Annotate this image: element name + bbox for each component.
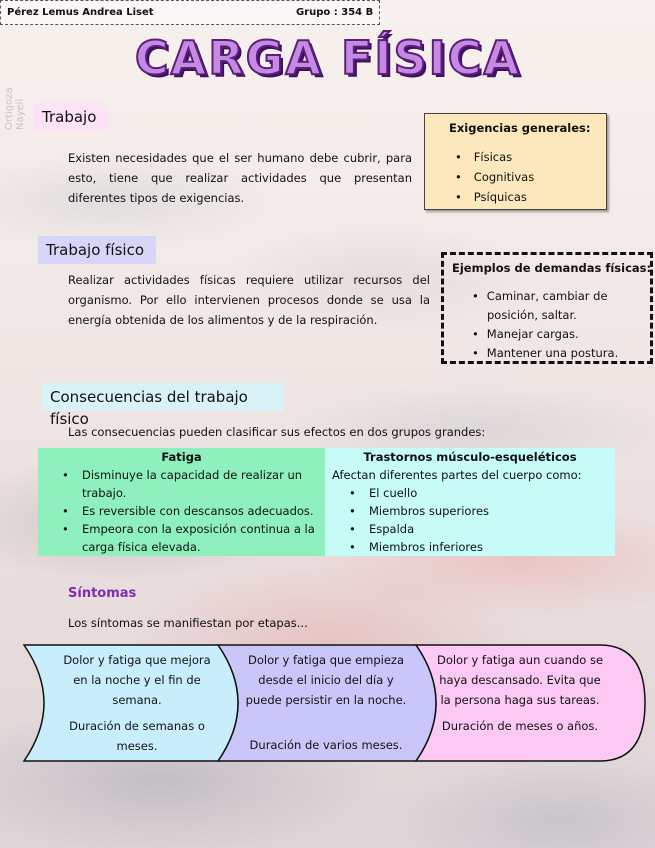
- list-item: • Es reversible con descansos adecuados.: [62, 502, 320, 520]
- fatiga-list: [38, 466, 320, 556]
- list-item: • Disminuye la capacidad de realizar un trabajo.: [62, 466, 320, 502]
- ejemplos-title: Ejemplos de demandas físicas:: [452, 261, 652, 275]
- group-label: Grupo : 354 B: [296, 7, 374, 18]
- section-label-trabajo-fisico: Trabajo físico: [38, 236, 156, 264]
- exigencias-list: [455, 147, 534, 207]
- trastornos-intro: Afectan diferentes partes del cuerpo como:: [332, 468, 582, 482]
- exigencias-box: [424, 113, 607, 210]
- trastornos-list: [325, 484, 615, 556]
- list-item: • Cognitivas: [455, 167, 534, 187]
- list-item: • Miembros superiores: [349, 502, 615, 520]
- stage-1-desc: Dolor y fatiga que mejora en la noche y el fin de semana.: [63, 653, 211, 707]
- list-item: • El cuello: [349, 484, 615, 502]
- consecuencias-text: Las consecuencias pueden clasificar sus efectos en dos grupos grandes:: [68, 425, 486, 439]
- watermark: Ortigoza Nayeli: [4, 87, 26, 130]
- author-name: Pérez Lemus Andrea Liset: [7, 7, 154, 18]
- fatiga-column: [38, 448, 325, 556]
- list-item: • Espalda: [349, 520, 615, 538]
- stage-1-duration: Duración de semanas o meses.: [69, 719, 205, 753]
- stage-3-duration: Duración de meses o años.: [441, 719, 599, 733]
- fatiga-title: Fatiga: [161, 450, 202, 464]
- stage-3-desc: Dolor y fatiga aun cuando se haya descansado. Evita que la persona haga sus tareas.: [436, 653, 604, 707]
- list-item: • Psíquicas: [455, 187, 534, 207]
- trastornos-title: Trastornos músculo-esqueléticos: [363, 450, 577, 464]
- ejemplos-box: [441, 252, 653, 364]
- sintomas-intro: Los síntomas se manifiestan por etapas...: [68, 616, 308, 630]
- exigencias-title: Exigencias generales:: [449, 121, 591, 135]
- trabajo-text: Existen necesidades que el ser humano debe cubrir, para esto, tiene que realizar actividades que presentan diferentes tipos de exigencias.: [68, 151, 412, 205]
- sintomas-title: Síntomas: [68, 586, 137, 601]
- list-item: • Físicas: [455, 147, 534, 167]
- section-label-trabajo: Trabajo: [34, 103, 108, 131]
- section-label-consecuencias: Consecuencias del trabajo físico: [42, 383, 284, 411]
- list-item: • Mantener una postura.: [466, 344, 652, 363]
- list-item: • Miembros inferiores: [349, 538, 615, 556]
- list-item: • Empeora con la exposición continua a la carga física elevada.: [62, 520, 320, 556]
- stage-2-desc: Dolor y fatiga que empieza desde el inicio del día y puede persistir en la noche.: [245, 653, 407, 707]
- header-box: [0, 0, 380, 25]
- ejemplos-list: [466, 287, 652, 363]
- list-item: • Caminar, cambiar de posición, saltar.: [466, 287, 652, 325]
- stage-2-duration: Duración de varios meses.: [249, 738, 403, 752]
- trastornos-column: [325, 448, 615, 556]
- page-title: CARGA FÍSICA: [134, 31, 522, 85]
- trabajo-fisico-text: Realizar actividades físicas requiere utilizar recursos del organismo. Por ello intervienen procesos donde se usa la energía obtenida de los alimentos y de la respiración.: [68, 273, 430, 327]
- list-item: • Manejar cargas.: [466, 325, 652, 344]
